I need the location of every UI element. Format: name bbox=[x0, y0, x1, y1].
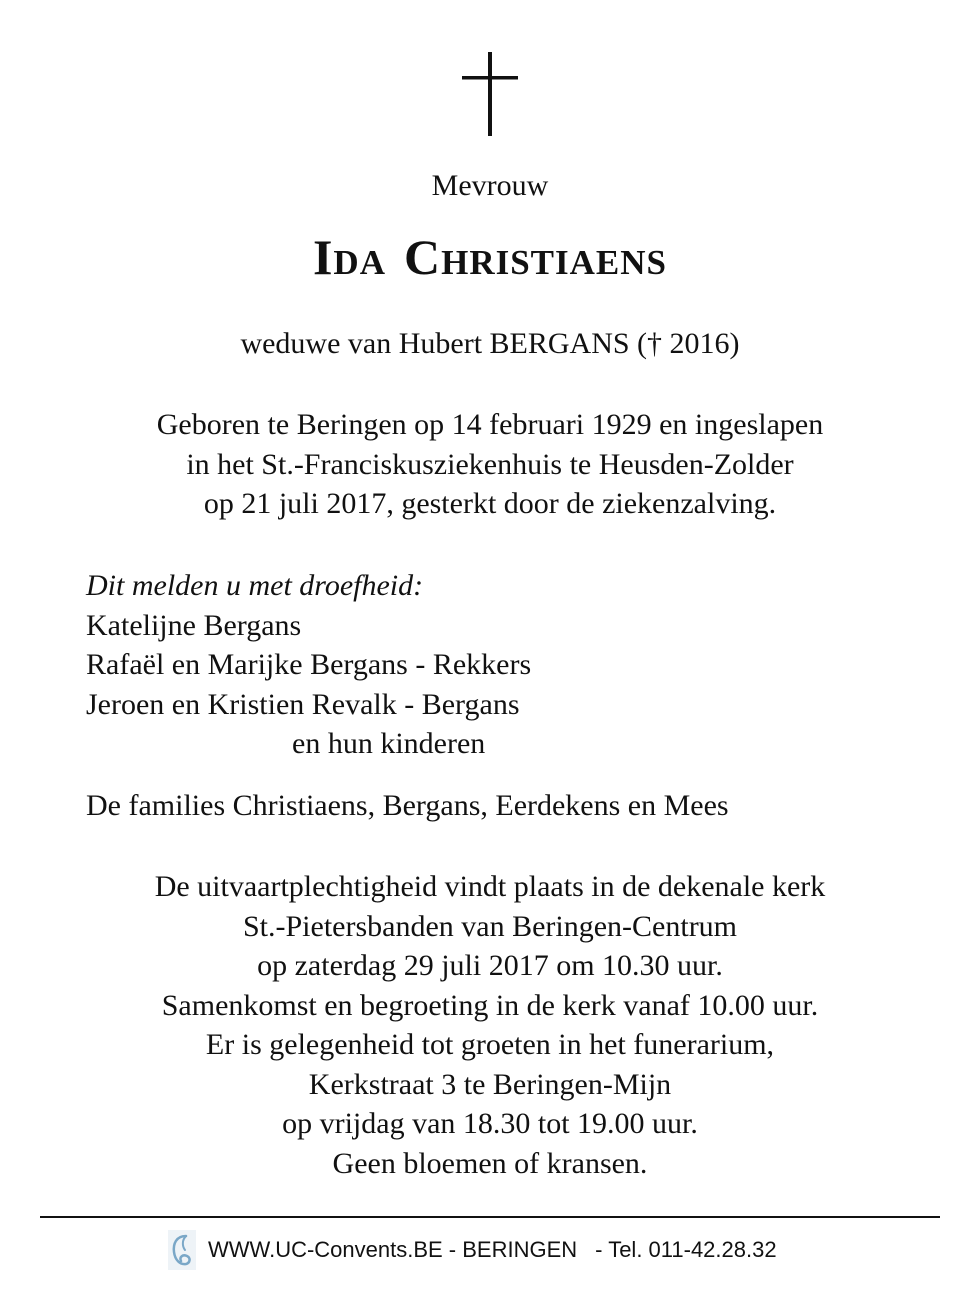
last-name: Christiaens bbox=[403, 229, 668, 285]
family-member: Jeroen en Kristien Revalk - Bergans bbox=[86, 687, 520, 721]
funeral-home-logo-icon bbox=[168, 1230, 196, 1270]
funeral-line: op zaterdag 29 juli 2017 om 10.30 uur. bbox=[257, 949, 723, 982]
funeral-line: Geen bloemen of kransen. bbox=[332, 1146, 648, 1180]
announcement-block bbox=[86, 566, 531, 764]
family-member: Katelijne Bergans bbox=[86, 608, 302, 642]
funeral-line: Er is gelegenheid tot groeten in het funerarium, bbox=[205, 1028, 775, 1061]
funeral-line: De uitvaartplechtigheid vindt plaats in de dekenale kerk bbox=[154, 870, 826, 903]
funeral-line: Kerkstraat 3 te Beringen-Mijn bbox=[308, 1067, 672, 1101]
cross-icon bbox=[462, 52, 518, 136]
announcement-intro: Dit melden u met droefheid: bbox=[86, 569, 424, 602]
children-note: en hun kinderen bbox=[292, 727, 486, 760]
birth-death-line: op 21 juli 2017, gesterkt door de ziekenzalving. bbox=[203, 487, 777, 520]
families-line: De families Christiaens, Bergans, Eerdekens en Mees bbox=[86, 789, 729, 822]
first-name: Ida bbox=[312, 229, 386, 285]
footer bbox=[168, 1228, 777, 1272]
deceased-name bbox=[0, 222, 980, 292]
salutation: Mevrouw bbox=[431, 169, 549, 202]
funeral-line: St.-Pietersbanden van Beringen-Centrum bbox=[242, 909, 738, 943]
footer-divider bbox=[40, 1216, 940, 1218]
birth-death-block bbox=[0, 405, 980, 524]
widow-line: weduwe van Hubert BERGANS († 2016) bbox=[240, 327, 740, 360]
family-member: Rafaël en Marijke Bergans - Rekkers bbox=[86, 648, 532, 681]
footer-website[interactable]: WWW.UC-Convents.BE - BERINGEN bbox=[208, 1237, 578, 1262]
funeral-details-block bbox=[0, 867, 980, 1183]
birth-death-line: in het St.-Franciskusziekenhuis te Heusden-Zolder bbox=[186, 447, 794, 481]
footer-phone: - Tel. 011-42.28.32 bbox=[595, 1237, 777, 1262]
funeral-line: op vrijdag van 18.30 tot 19.00 uur. bbox=[282, 1107, 698, 1140]
funeral-line: Samenkomst en begroeting in de kerk vanaf 10.00 uur. bbox=[161, 988, 819, 1022]
birth-death-line: Geboren te Beringen op 14 februari 1929 en ingeslapen bbox=[156, 408, 824, 441]
